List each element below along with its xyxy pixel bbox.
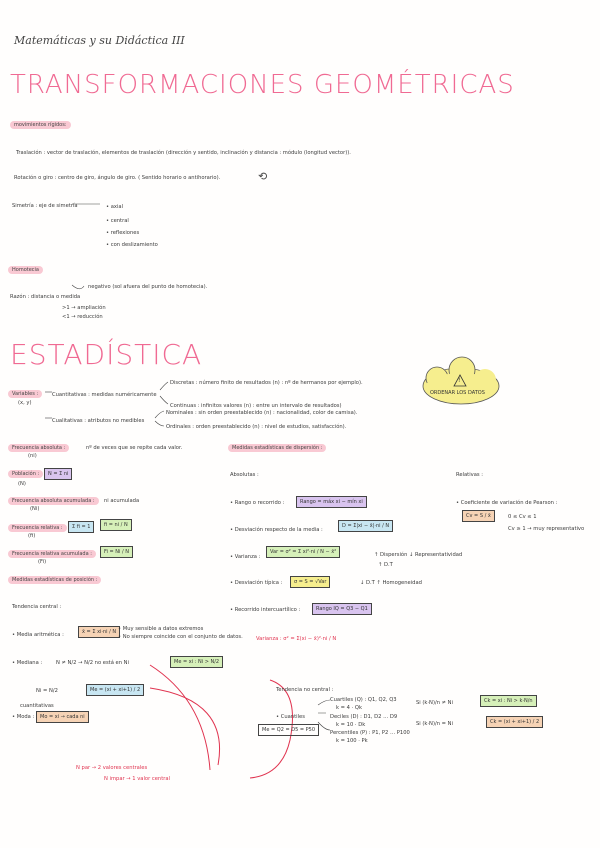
var-label: • Varianza : [230, 554, 261, 560]
c-formula1: Ck = xi : Ni > k·N/n [480, 695, 537, 707]
fra-sub: (Fi) [38, 559, 47, 565]
sim-item: • con deslizamiento [106, 242, 158, 248]
razon-reduccion: <1 → reducción [62, 314, 103, 320]
discretas-text: Discretas : número finito de resultados (n) : nº de hermanos por ejemplo). [170, 380, 363, 386]
rango-formula: Rango = máx xi − mín xi [296, 496, 367, 508]
ordinales-text: Ordinales : orden preestablecido (n) : nivel de estudios, satisfacción). [166, 424, 347, 430]
sim-item: • axial [106, 204, 124, 210]
subject-title: Matemáticas y su Didáctica III [14, 34, 185, 47]
tag-frecuencia-absoluta: Frecuencia absoluta : [8, 444, 69, 452]
traslacion-text: Traslación : vector de traslación, elementos de traslación (dirección y sentido, inclinación y distancia : módulo (longitud vector)). [16, 150, 351, 156]
fa-text: nº de veces que se repite cada valor. [86, 445, 183, 451]
si2-text: Si (k·N)/n = Ni [416, 721, 453, 727]
cv-range1: 0 ≤ Cv ≤ 1 [508, 514, 537, 520]
dt-formula: σ = S = √Var [290, 576, 330, 588]
simetria-text: Simetría : eje de simetría [12, 203, 78, 209]
section-title-transformaciones: TRANSFORMACIONES GEOMÉTRICAS [10, 70, 515, 100]
rotate-icon: ⟲ [258, 170, 268, 183]
tnc-title: Tendencia no central : [276, 687, 334, 693]
fr-sub: (fi) [28, 533, 36, 539]
tag-medidas-posicion: Medidas estadísticas de posición : [8, 576, 101, 584]
absolutas-title: Absolutas : [230, 472, 259, 478]
tendencia-central-title: Tendencia central : [12, 604, 62, 610]
dm-formula: D = Σ|xi − x̄|·ni / N [338, 520, 393, 532]
continuas-text: Continuas : infinitos valores (n) : entre un intervalo de resultados) [170, 403, 342, 409]
razon-negativo: negativo (sol afuera del punto de homotecia). [88, 284, 208, 290]
ri-label: • Recorrido intercuartílico : [230, 607, 301, 613]
fa-sub: (ni) [28, 453, 37, 459]
cv-range2: Cv ≥ 1 → muy representativo [508, 526, 585, 532]
dt-note: ↓ D.T ↑ Homogeneidad [360, 580, 422, 586]
razon-ampliacion: >1 → ampliación [62, 305, 106, 311]
mediana-label: • Mediana : [12, 660, 43, 666]
ri-formula: Rango IQ = Q3 − Q1 [312, 603, 372, 615]
cv-label: • Coeficiente de variación de Pearson : [456, 500, 558, 506]
moda-formula: Mo = xi → cada ni [36, 711, 89, 723]
deciles-sub: k = 10 · Dk [336, 722, 366, 728]
cuartiles-text: Cuartiles (Q) : Q1, Q2, Q3 [330, 697, 397, 703]
tag-movimientos: movimientos rígidos: [10, 121, 71, 129]
var-alt-formula: Varianza : σ² = Σ(xi − x̄)²·ni / N [256, 636, 337, 642]
tag-medidas-dispersion: Medidas estadísticas de dispersión : [228, 444, 326, 452]
media-label: • Media aritmética : [12, 632, 64, 638]
moda-note: cuantitativas [20, 703, 54, 709]
c-formula2: Ck = (xi + xi+1) / 2 [486, 716, 543, 728]
cv-formula: Cv = S / x̄ [462, 510, 495, 522]
moda-label: • Moda : [12, 714, 35, 720]
cuartiles-sub: k = 4 · Qk [336, 705, 362, 711]
nota-impar: N impar → 1 valor central [104, 776, 170, 782]
var-note: ↑ Dispersión ↓ Representatividad [374, 552, 463, 558]
section-title-estadistica: ESTADÍSTICA [10, 338, 203, 371]
tag-variables: Variables : [8, 390, 42, 398]
tag-frecuencia-relativa: Frecuencia relativa : [8, 524, 67, 532]
relativas-title: Relativas : [456, 472, 484, 478]
rotacion-text: Rotación o giro : centro de giro, ángulo de giro. ( Sentido horario o antihorario). [14, 175, 221, 181]
warning-icon: ! [458, 377, 461, 384]
nota-par: N par → 2 valores centrales [76, 765, 148, 771]
percentiles-sub: k = 100 · Pk [336, 738, 368, 744]
faa-sub: (Ni) [30, 506, 40, 512]
fr-formula2: fi = ni / N [100, 519, 132, 531]
tag-faa: Frecuencia absoluta acumulada : [8, 497, 99, 505]
cloud-text: ORDENAR LOS DATOS [430, 390, 485, 396]
dm-label: • Desviación respecto de la media : [230, 527, 323, 533]
si1-text: Si (k·N)/n ≠ Ni [416, 700, 453, 706]
variables-sub: (x, y) [18, 400, 32, 406]
rango-label: • Rango o recorrido : [230, 500, 285, 506]
tag-poblacion: Población : [8, 470, 43, 478]
mediana-text: N ≠ N/2 → N/2 no está en Ni [56, 660, 129, 666]
sim-item: • reflexiones [106, 230, 140, 236]
var-note2: ↑ D.T [378, 562, 393, 568]
dt-label: • Desviación típica : [230, 580, 283, 586]
cuantitativas-text: Cuantitativas : medidas numéricamente [52, 392, 157, 398]
razon-text: Razón : distancia o medida [10, 294, 81, 300]
tag-fra: Frecuencia relativa acumulada : [8, 550, 96, 558]
poblacion-formula: N = Σ ni [44, 468, 72, 480]
cualitativas-text: Cualitativas : atributos no medibles [52, 418, 145, 424]
fr-formula1: Σ fi = 1 [68, 521, 94, 533]
media-note-2: • No siempre coincide con el conjunto de datos. [118, 634, 243, 640]
pob-sub: (N) [18, 481, 26, 487]
mediana2-formula: Me = (xi + xi+1) / 2 [86, 684, 144, 696]
mediana-formula: Me = xi : Ni > N/2 [170, 656, 223, 668]
fra-formula: Fi = Ni / N [100, 546, 133, 558]
tag-homotecia: Homotecia [8, 266, 43, 274]
media-formula: x̄ = Σ xi·ni / N [78, 626, 120, 638]
percentiles-text: Percentiles (P) : P1, P2 … P100 [330, 730, 410, 736]
cuantiles-label: • Cuantiles [276, 714, 305, 720]
mediana2-text: Ni = N/2 [36, 688, 58, 694]
deciles-text: Deciles (D) : D1, D2 … D9 [330, 714, 398, 720]
me-q2-box: Me = Q2 = D5 = P50 [258, 724, 319, 736]
faa-text: ni acumulada [104, 498, 140, 504]
sim-item: • central [106, 218, 129, 224]
media-note-1: • Muy sensible a datos extremos [118, 626, 204, 632]
var-formula: Var = σ² = Σ xi²·ni / N − x̄² [266, 546, 340, 558]
nominales-text: Nominales : sin orden preestablecido (n) : nacionalidad, color de camisa). [166, 410, 358, 416]
